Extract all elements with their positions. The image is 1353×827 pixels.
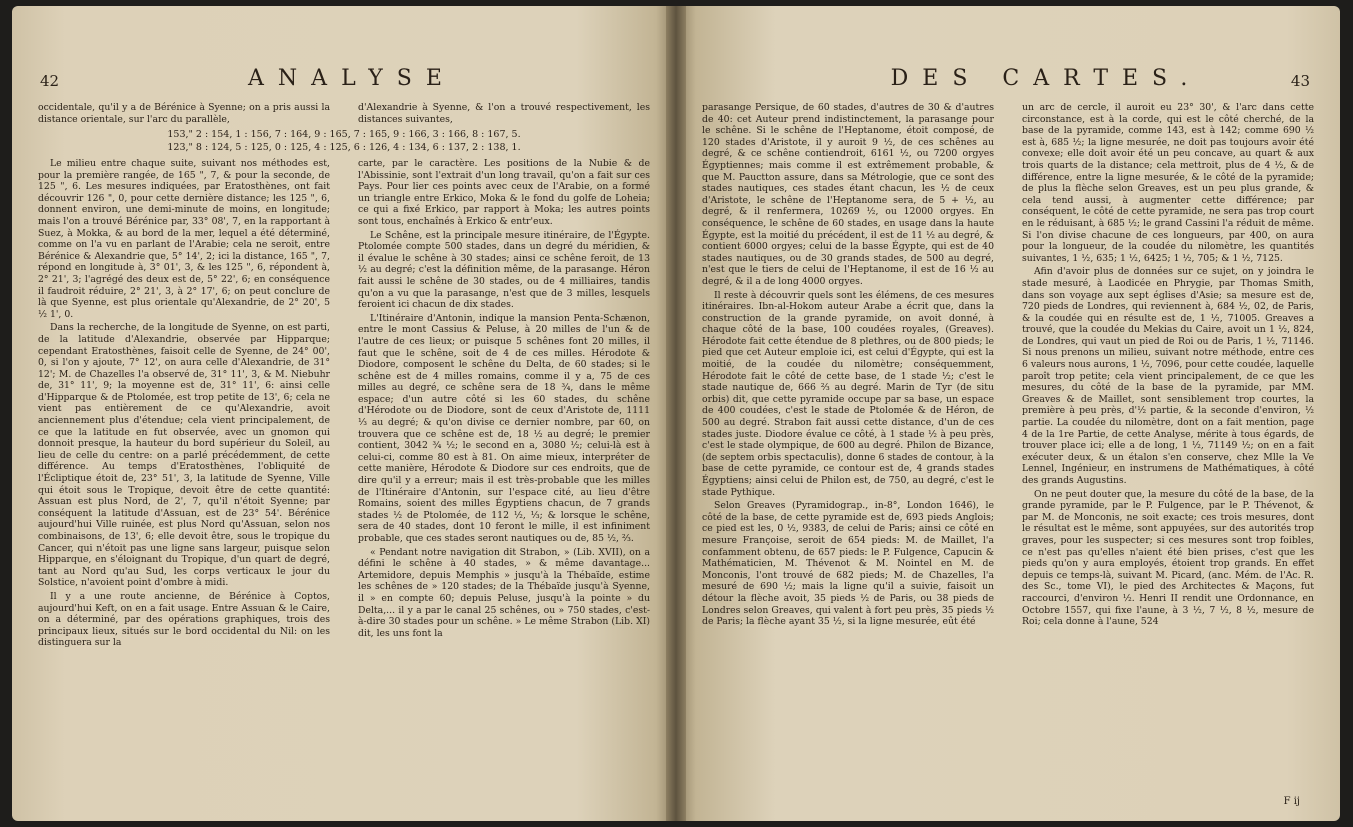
left-col1-lead: occidentale, qu'il y a de Bérénice à Syenne; on a pris aussi la distance orientale, sur l'arc du parallèle, xyxy=(38,102,330,125)
left-col2-para-2: Le Schêne, est la principale mesure itinéraire, de l'Égypte. Ptolomée compte 500 stades, dans un degré du méridien, & il évalue le schêne à 30 stades; ainsi ce schêne feroit, de 13 ½ au degré; c'est la définition même, de la parasange. Héron fait aussi le schêne de 30 stades, ou de 4 milliaires, tandis qu'on a vu que la parasange, n'est que de 3 milles, lesquels feroient ici chacun de dix stades. xyxy=(358,229,650,311)
left-main-column-1 xyxy=(38,158,330,791)
right-column-2 xyxy=(1022,102,1314,791)
left-col1-para-1: Le milieu entre chaque suite, suivant nos méthodes est, pour la première rangée, de 165 ", 7, & pour la seconde, de 125 ", 6. Les mesures indiquées, par Eratosthènes, ont fait découvrir 126 ", 0, pour cette dernière distance; les 125 ", 6, donnent environ, une demi-minute de moins, en longitude; mais l'on a trouvé Bérénice par, 33° 08', 7, en la rapportant à Suez, à Mokka, & au bord de la mer, lequel a été déterminé, comme on l'a vu en parlant de l'Arabie; cela ne seroit, entre Bérénice & Alexandrie que, 5° 14', 2; ici la distance, 165 ", 7, répond en longitude à, 3° 01', 3, & les 125 ", 6, répondent à, 2° 21', 3; l'agrégé des deux est de, 5° 22', 6; en conséquence il faudroit réduire, 2° 21', 3, à 2° 17', 6; on peut conclure de là que Syenne, est plus orientale qu'Alexandrie, de 2° 20', 5 ½ 1', 0. xyxy=(38,158,330,320)
signature-mark: F ij xyxy=(1283,796,1300,807)
right-running-head: DES CARTES. xyxy=(890,66,1202,91)
right-col2-para-1: un arc de cercle, il auroit eu 23° 30', & l'arc dans cette circonstance, est à la corde, qui est le côté cherché, de la base de la pyramide, comme 143, est à 142; comme 690 ½ est à, 685 ½; la ligne mesurée, ne doit pas toujours avoir été convexe; elle doit avoir été un peu concave, au quart & aux trois quarts de la distance; cela mettroit, plus de 4 ½, & de différence, entre la ligne mesurée, & le côté de la pyramide; de plus la flèche selon Greaves, est un peu plus grande, & cela tend aussi, à augmenter cette différence; par conséquent, le côté de cette pyramide, ne sera pas trop court en le réduisant, à 685 ½; le grand Cassini l'a réduit de même. Si l'on divise chacune de ces longueurs, par 400, on aura pour la longueur, de la coudée du nilomètre, les quantités suivantes, 1 ½, 635; 1 ½, 6425; 1 ½, 705; & 1 ½, 7125. xyxy=(1022,102,1314,264)
book-gutter xyxy=(666,6,686,821)
left-text-main xyxy=(38,158,650,791)
left-page xyxy=(12,6,676,821)
left-col2-para-4: « Pendant notre navigation dit Strabon, » (Lib. XVII), on a défini le schêne à 40 stades, » & même davantage... Artemidore, depuis Memphis » jusqu'à la Thébaïde, estime les schênes de » 120 stades; de la Thébaïde jusqu'à Syenne, il » en compte 60; depuis Peluse, jusqu'à la pointe » du Delta,... il y a par le canal 25 schênes, ou » 750 stades, c'est-à-dire 30 stades pour un schêne. » Le même Strabon (Lib. XI) dit, les uns font la xyxy=(358,546,650,639)
left-page-number: 42 xyxy=(40,72,60,90)
left-col2-para-3: L'Itinéraire d'Antonin, indique la mansion Penta-Schænon, entre le mont Cassius & Peluse, à 20 milles de l'un & de l'autre de ces lieux; or puisque 5 schênes font 20 milles, il faut que le schêne, soit de 4 de ces milles. Hérodote & Diodore, composent le schêne du Delta, de 60 stades; si le schêne est de 4 milles romains, comme il y a, 75 de ces milles au degré, ce schêne sera de 18 ¾, dans le même espace; d'un autre côté si les 60 stades, du schêne d'Hérodote ou de Diodore, sont de ceux d'Aristote de, 1111 ⅓ au degré; & qu'on divise ce dernier nombre, par 60, on trouvera que ce schêne est de, 18 ½ au degré; le premier contient, 3042 ¾ ½; le second en a, 3080 ½; celui-là est à celui-ci, comme 80 est à 81. On aime mieux, interpréter de cette manière, Hérodote & Diodore sur ces endroits, que de dire qu'il y a erreur; mais il est très-probable que les milles de l'Itinéraire d'Antonin, sur l'espace cité, au lieu d'être Romains, soient des milles Égyptiens chacun, de 7 grands stades ½ de Ptolomée, de 112 ½, ⅓; & lorsque le schêne, sera de 40 stades, dont 10 feront le mille, il est infiniment probable, que ces stades seront nautiques ou de, 85 ½, ⅔. xyxy=(358,312,650,544)
right-col1-para-2: Il reste à découvrir quels sont les élémens, de ces mesures itinéraires. Ibn-al-Hokom auteur Arabe a écrit que, dans la construction de la grande pyramide, on avoit donné, à chaque côté de la base, 100 coudées royales, (Greaves). Hérodote fait cette étendue de 8 plethres, ou de 800 pieds; le pied que cet Auteur emploie ici, est celui d'Égypte, qui est la moitié, de la coudée du nilomètre; conséquemment, Hérodote fait le côté de cette base, de 1 stade ½; c'est le stade nautique de, 666 ⅔ au degré. Marin de Tyr (de situ orbis) dit, que cette pyramide occupe par sa base, un espace de 400 coudées, c'est le stade de Ptolomée & de Héron, de 500 au degré. Strabon fait aussi cette distance, d'un de ces stades juste. Diodore évalue ce côté, à 1 stade ½ à peu près, c'est le stade olympique, de 600 au degré. Philon de Bizance, (de septem orbis spectaculis), donne 6 stades de contour, à la base de cette pyramide, ce contour est de, 4 grands stades Égyptiens; ainsi celui de Philon est, de 750, au degré, c'est le stade Pythique. xyxy=(702,289,994,498)
right-page xyxy=(676,6,1340,821)
left-col1-para-3: Il y a une route ancienne, de Bérénice à Coptos, aujourd'hui Keft, on en a fait usage. Entre Assuan & le Caire, on a déterminé, par des opérations graphiques, trois des principaux lieux, situés sur le bord occidental du Nil: on les distinguera sur la xyxy=(38,590,330,649)
right-col2-para-2: Afin d'avoir plus de données sur ce sujet, on y joindra le stade mesuré, à Laodicée en Phrygie, par Thomas Smith, dans son voyage aux sept églises d'Asie; sa mesure est de, 720 pieds de Londres, qui reviennent à, 684 ½, 02, de Paris, & la coudée qui en résulte est de, 1 ½, 71005. Greaves a trouvé, que la coudée du Mekias du Caire, avoit un 1 ½, 824, de Londres, qui vaut un pied de Roi ou de Paris, 1 ½, 71146. Si nous prenons un milieu, suivant notre méthode, entre ces 6 valeurs nous aurons, 1 ½, 7096, pour cette coudée, laquelle paroît trop petite; cela vient principalement, de ce que les mesures, du côté de la base de la pyramide, par MM. Greaves & de Maillet, sont sensiblement trop courtes, la première à peu près, d'½ partie, & la seconde d'environ, ½ partie. La coudée du nilomètre, dont on a fait mention, page 4 de la 1re Partie, de cette Analyse, mérite à tous égards, de trouver place ici; elle a de long, 1 ½, 71149 ½; on en a fait exécuter deux, & un étalon s'en conserve, chez Mlle la Ve Lennel, Ingénieur, en instrumens de Mathématiques, à côté des grands Augustins. xyxy=(1022,266,1314,486)
right-col2-para-3: On ne peut douter que, la mesure du côté de la base, de la grande pyramide, par le P. Fulgence, par le P. Thévenot, & par M. de Monconis, ne soit exacte; ces trois mesures, dont le résultat est le même, sont appuyées, sur des autorités trop graves, pour les suspecter; si ces mesures sont trop foibles, ce n'est pas qu'elles n'aient été bien prises, c'est que les pieds qu'on y aura employés, étoient trop grands. En effet depuis ce temps-là, suivant M. Picard, (anc. Mém. de l'Ac. R. des Sc., tome VI), le pied des Architectes & Maçons, fut raccourci, d'environ ½. Henri II rendit une Ordonnance, en Octobre 1557, qui fixe l'aune, à 3 ½, 7 ½, 8 ½, mesure de Roi; cela donne à l'aune, 524 xyxy=(1022,488,1314,628)
left-col2-lead: d'Alexandrie à Syenne, & l'on a trouvé respectivement, les distances suivantes, xyxy=(358,102,650,125)
left-header xyxy=(12,66,676,100)
right-col1-para-1: parasange Persique, de 60 stades, d'autres de 30 & d'autres de 40: cet Auteur prend indistinctement, la parasange pour le schêne. Si le schêne de l'Heptanome, étoit composé, de 120 stades d'Aristote, il y auroit 9 ½, de ces schênes au degré, & ce schêne contiendroit, 6161 ½, ou 7200 orgyes Égyptiennes; mais comme il est extrêmement probable, & que M. Pauctton assure, dans sa Métrologie, que ce sont des stades nautiques, ces stades étant chacun, les ½ de ceux d'Aristote, le schêne de l'Heptanome sera, de 5 + ½, au degré, & il renfermera, 10269 ½, ou 12000 orgyes. En conséquence, le schêne de 60 stades, en usage dans la haute Égypte, est la moitié du précédent, il est de 11 ½ au degré, & contient 6000 orgyes; celui de la basse Égypte, qui est de 40 stades nautiques, ou de 30 grands stades, de 500 au degré, n'est que le tiers de celui de l'Heptanome, il est de 16 ½ au degré, & il a de long 4000 orgyes. xyxy=(702,102,994,287)
left-col2-para-1: carte, par le caractère. Les positions de la Nubie & de l'Abissinie, sont l'extrait d'un long travail, qu'on a fait sur ces Pays. Pour lier ces points avec ceux de l'Arabie, on a formé un triangle entre Erkico, Moka & le fond du golfe de Loheia; ce qui a fixé Erkico, par rapport à Moka; les autres points sont tous, enchaînés à Erkico & entr'eux. xyxy=(358,158,650,227)
left-col1-para-2: Dans la recherche, de la longitude de Syenne, on est parti, de la latitude d'Alexandrie, observée par Hipparque; cependant Eratosthènes, faisoit celle de Syenne, de 24° 00', 0, si l'on y ajoute, 7° 12', on aura celle d'Alexandrie, de 31° 12'; M. de Chazelles l'a observé de, 31° 11', 3, & M. Niebuhr de, 31° 11', 9; la moyenne est de, 31° 11', 6: ainsi celle d'Hipparque & de Ptolomée, est trop petite de 13', 6; cela ne vient pas entièrement de ce qu'Alexandrie, avoit anciennement plus d'étendue; cela vient principalement, de ce que la latitude en fut observée, avec un gnomon qui donnoit presque, la hauteur du bord supérieur du Soleil, au lieu de celle du centre: on a parlé précédemment, de cette différence. Au temps d'Eratosthènes, l'obliquité de l'Écliptique étoit de, 23° 51', 3, la latitude de Syenne, Ville qui étoit sous le Tropique, devoit être de cette quantité: Assuan est plus Nord, de 2', 7, qu'il n'étoit Syenne; par conséquent la latitude d'Assuan, est de 23° 54'. Bérénice aujourd'hui Ville ruinée, est plus Nord qu'Assuan, selon nos combinaisons, de 13', 6; elle devoit être, sous le tropique du Cancer, qui n'étoit pas une ligne sans largeur, puisque selon Hipparque, en s'éloignant du Tropique, d'un quart de degré, tant au Nord qu'au Sud, les corps verticaux le jour du Solstice, n'avoient point d'ombre à midi. xyxy=(38,322,330,589)
right-header xyxy=(676,66,1340,100)
right-col1-para-3: Selon Greaves (Pyramidograp., in-8°, London 1646), le côté de la base, de cette pyramide est de, 693 pieds Anglois; ce pied est les, 0 ½, 9383, de celui de Paris; ainsi ce côté en mesure Françoise, seroit de 654 pieds: M. de Maillet, l'a confamment obtenu, de 657 pieds: le P. Fulgence, Capucin & Mathématicien, M. Thévenot & M. Nointel en M. de Monconis, l'ont trouvé de 682 pieds; M. de Chazelles, l'a mesuré de 690 ½; mais la ligne qu'il a suivie, faisoit un détour la flèche avoit, 35 pieds ½ de Paris, ou 38 pieds de Londres selon Greaves, qui valent à fort peu près, 35 pieds ½ de Paris; la flèche ayant 35 ½, si la ligne mesurée, eût été xyxy=(702,500,994,628)
left-main-column-2 xyxy=(358,158,650,791)
right-text-main xyxy=(702,102,1314,791)
formula-line-2: 123," 8 : 124, 5 : 125, 0 : 125, 4 : 125, 6 : 126, 4 : 134, 6 : 137, 2 : 138, 1. xyxy=(167,142,521,153)
left-running-head: ANALYSE xyxy=(248,66,456,91)
formula-line-1: 153," 2 : 154, 1 : 156, 7 : 164, 9 : 165, 7 : 165, 9 : 166, 3 : 166, 8 : 167, 5. xyxy=(167,129,521,140)
right-column-1 xyxy=(702,102,994,791)
right-page-number: 43 xyxy=(1290,72,1310,90)
